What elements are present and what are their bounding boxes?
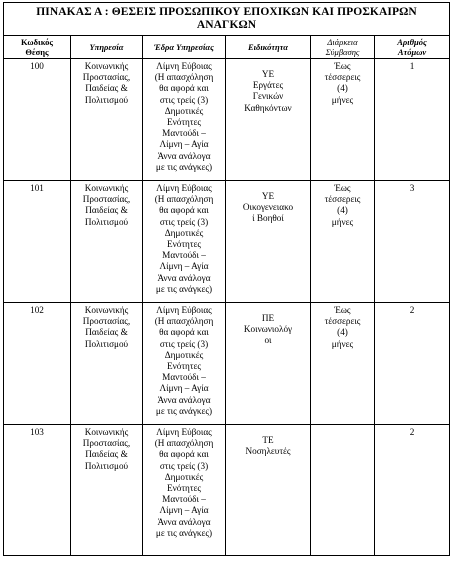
cell-seat-line: Λίμνη Εύβοιας <box>156 305 212 315</box>
cell-seat-line: Μαντούδι – <box>162 372 206 383</box>
header-code-line-2: Θέσης <box>25 47 49 57</box>
cell-service-line: Προστασίας, <box>82 438 131 449</box>
cell-specialty-content <box>226 59 310 114</box>
cell-service-line: Κοινωνικής <box>84 183 129 193</box>
cell-count-value: 3 <box>409 183 415 193</box>
table-title <box>4 3 450 36</box>
cell-duration-line: τέσσερεις <box>324 194 361 205</box>
cell-code-content <box>4 181 70 194</box>
cell-seat-line: Λίμνη Εύβοιας <box>156 427 212 437</box>
cell-seat-content <box>143 181 225 295</box>
cell-specialty-content <box>226 303 310 347</box>
cell-duration-line: μήνες <box>331 216 354 227</box>
cell-service <box>71 181 143 303</box>
cell-service-content <box>71 303 142 350</box>
cell-code-value: 101 <box>30 183 44 193</box>
cell-specialty-line: οι <box>264 335 272 346</box>
cell-seat-line: με τις ανάγκες) <box>155 527 213 538</box>
cell-code <box>4 303 71 425</box>
cell-specialty-line: Γενικών <box>252 91 284 102</box>
table-title-line-2: ΑΝΑΓΚΩΝ <box>196 19 257 31</box>
header-specialty <box>226 36 311 59</box>
cell-specialty-content <box>226 425 310 457</box>
cell-code <box>4 59 71 181</box>
cell-service-line: Προστασίας, <box>82 316 131 327</box>
cell-specialty-line: ΤΕ <box>262 435 274 445</box>
cell-service-line: Προστασίας, <box>82 194 131 205</box>
cell-seat-line: με τις ανάγκες) <box>155 161 213 172</box>
cell-seat-line: Ενότητες <box>166 361 202 372</box>
cell-duration-line: Έως <box>334 183 351 193</box>
cell-seat-line: Λίμνη – Αγία <box>159 383 209 394</box>
table-title-line-1: ΠΙΝΑΚΑΣ Α : ΘΕΣΕΙΣ ΠΡΟΣΩΠΙΚΟΥ ΕΠΟΧΙΚΩΝ ΚΑΙ ΠΡΟΣΚΑΙΡΩΝ <box>36 6 417 18</box>
cell-count-content <box>375 59 449 72</box>
cell-service-content <box>71 425 142 472</box>
cell-seat-line: Ενότητες <box>166 239 202 250</box>
cell-seat-line: Άννα ανάλογα <box>157 394 211 405</box>
cell-count-content <box>375 181 449 194</box>
header-service-label: Υπηρεσία <box>89 42 124 52</box>
cell-service <box>71 303 143 425</box>
cell-seat-line: θα αφορά και <box>159 449 209 460</box>
cell-duration-content <box>311 181 374 228</box>
cell-service-line: Πολιτισμού <box>84 94 129 105</box>
cell-specialty <box>226 303 311 425</box>
cell-specialty <box>226 59 311 181</box>
cell-duration <box>311 59 375 181</box>
cell-service <box>71 425 143 556</box>
cell-service-line: Παιδείας & <box>85 83 128 94</box>
cell-service-line: Παιδείας & <box>85 205 128 216</box>
header-code-line-1: Κωδικός <box>20 37 54 47</box>
table-row <box>4 59 450 181</box>
title-row <box>4 3 450 36</box>
cell-seat-line: (Η απασχόληση <box>154 438 214 449</box>
cell-seat-line: θα αφορά και <box>159 205 209 216</box>
cell-code-value: 103 <box>30 427 44 437</box>
cell-duration-content <box>311 425 374 427</box>
cell-duration-line: Έως <box>334 61 351 71</box>
cell-seat-line: Άννα ανάλογα <box>157 150 211 161</box>
cell-count-content <box>375 425 449 438</box>
cell-seat-line: Μαντούδι – <box>162 494 206 505</box>
cell-code-value: 100 <box>30 61 44 71</box>
cell-duration-content <box>311 303 374 350</box>
cell-count-value: 1 <box>409 61 415 71</box>
cell-seat-line: θα αφορά και <box>159 83 209 94</box>
table-row <box>4 181 450 303</box>
cell-code-content <box>4 303 70 316</box>
cell-duration-line: μήνες <box>331 94 354 105</box>
cell-count <box>375 59 450 181</box>
positions-table <box>3 2 450 556</box>
cell-service-line: Κοινωνικής <box>84 61 129 71</box>
cell-seat-line: με τις ανάγκες) <box>155 405 213 416</box>
cell-duration <box>311 303 375 425</box>
cell-seat-line: (Η απασχόληση <box>154 316 214 327</box>
cell-seat-line: Λίμνη – Αγία <box>159 139 209 150</box>
cell-seat-content <box>143 425 225 539</box>
header-code <box>4 36 71 59</box>
cell-service-line: Πολιτισμού <box>84 338 129 349</box>
cell-count-content <box>375 303 449 316</box>
cell-seat-line: Μαντούδι – <box>162 128 206 139</box>
cell-service-line: Πολιτισμού <box>84 216 129 227</box>
cell-count-value: 2 <box>409 427 415 437</box>
cell-seat-line: Λίμνη – Αγία <box>159 261 209 272</box>
cell-specialty-line: Καθηκόντων <box>244 102 292 113</box>
cell-seat-line: Μαντούδι – <box>162 250 206 261</box>
cell-duration-line: Έως <box>334 305 351 315</box>
cell-specialty-line: Οικογενειακο <box>242 202 294 213</box>
cell-specialty <box>226 181 311 303</box>
cell-seat-line: (Η απασχόληση <box>154 194 214 205</box>
cell-specialty-line: ΥΕ <box>261 69 275 79</box>
cell-duration-line: (4) <box>337 83 348 94</box>
cell-seat-line: Λίμνη – Αγία <box>159 505 209 516</box>
cell-count <box>375 181 450 303</box>
cell-seat-line: Άννα ανάλογα <box>157 516 211 527</box>
cell-seat-line: Ενότητες <box>166 117 202 128</box>
cell-code <box>4 181 71 303</box>
header-duration-line-1: Διάρκεια <box>327 37 358 47</box>
cell-service-content <box>71 181 142 228</box>
cell-code <box>4 425 71 556</box>
header-row <box>4 36 450 59</box>
cell-seat-line: στις τρείς (3) <box>159 338 209 349</box>
cell-service-line: Παιδείας & <box>85 449 128 460</box>
cell-seat-content <box>143 59 225 173</box>
cell-service-line: Παιδείας & <box>85 327 128 338</box>
cell-specialty-line: ΥΕ <box>261 191 275 201</box>
cell-code-content <box>4 59 70 72</box>
cell-seat-line: με τις ανάγκες) <box>155 283 213 294</box>
cell-seat-line: Δημοτικές <box>164 471 204 482</box>
cell-duration-line: τέσσερεις <box>324 72 361 83</box>
header-count-line-2: Ατόμων <box>397 47 427 57</box>
cell-seat-line: Δημοτικές <box>164 349 204 360</box>
cell-seat-line: στις τρείς (3) <box>159 460 209 471</box>
cell-service-line: Κοινωνικής <box>84 427 129 437</box>
cell-seat-line: Δημοτικές <box>164 227 204 238</box>
cell-duration-line: τέσσερεις <box>324 316 361 327</box>
cell-seat-line: Δημοτικές <box>164 105 204 116</box>
cell-count <box>375 303 450 425</box>
cell-seat-line: Ενότητες <box>166 483 202 494</box>
cell-seat-line: στις τρείς (3) <box>159 94 209 105</box>
cell-specialty <box>226 425 311 556</box>
cell-seat-line: Λίμνη Εύβοιας <box>156 183 212 193</box>
cell-specialty-line: Εργάτες <box>252 80 284 91</box>
cell-seat <box>143 303 226 425</box>
cell-service-line: Προστασίας, <box>82 72 131 83</box>
table-row <box>4 425 450 556</box>
cell-seat-line: θα αφορά και <box>159 327 209 338</box>
cell-service-line: Πολιτισμού <box>84 460 129 471</box>
cell-service-content <box>71 59 142 106</box>
cell-specialty-line: ί Βοηθοί <box>252 213 284 224</box>
cell-duration-content <box>311 59 374 106</box>
cell-seat <box>143 59 226 181</box>
header-seat <box>143 36 226 59</box>
cell-duration-line: μήνες <box>331 338 354 349</box>
cell-duration <box>311 181 375 303</box>
header-service <box>71 36 143 59</box>
cell-count <box>375 425 450 556</box>
cell-count-value: 2 <box>409 305 415 315</box>
cell-service <box>71 59 143 181</box>
cell-seat-line: (Η απασχόληση <box>154 72 214 83</box>
cell-seat <box>143 181 226 303</box>
header-count <box>375 36 450 59</box>
cell-duration <box>311 425 375 556</box>
cell-seat <box>143 425 226 556</box>
header-duration <box>311 36 375 59</box>
cell-seat-line: στις τρείς (3) <box>159 216 209 227</box>
cell-seat-line: Λίμνη Εύβοιας <box>156 61 212 71</box>
cell-code-content <box>4 425 70 438</box>
header-specialty-label: Ειδικότητα <box>247 42 288 52</box>
table-row <box>4 303 450 425</box>
cell-seat-line: Άννα ανάλογα <box>157 272 211 283</box>
cell-duration-line: (4) <box>337 327 348 338</box>
cell-specialty-line: Νοσηλευτές <box>245 446 291 457</box>
header-count-line-1: Αριθμός <box>397 37 427 47</box>
cell-duration-line: (4) <box>337 205 348 216</box>
cell-specialty-line: ΠΕ <box>261 313 275 323</box>
cell-specialty-line: Κοινωνιολόγ <box>243 324 293 335</box>
header-duration-line-2: Σύμβασης <box>325 47 360 57</box>
header-seat-label: Έδρα Υπηρεσίας <box>154 42 214 52</box>
table-body <box>4 59 450 556</box>
cell-code-value: 102 <box>30 305 44 315</box>
cell-service-line: Κοινωνικής <box>84 305 129 315</box>
cell-seat-content <box>143 303 225 417</box>
cell-specialty-content <box>226 181 310 225</box>
